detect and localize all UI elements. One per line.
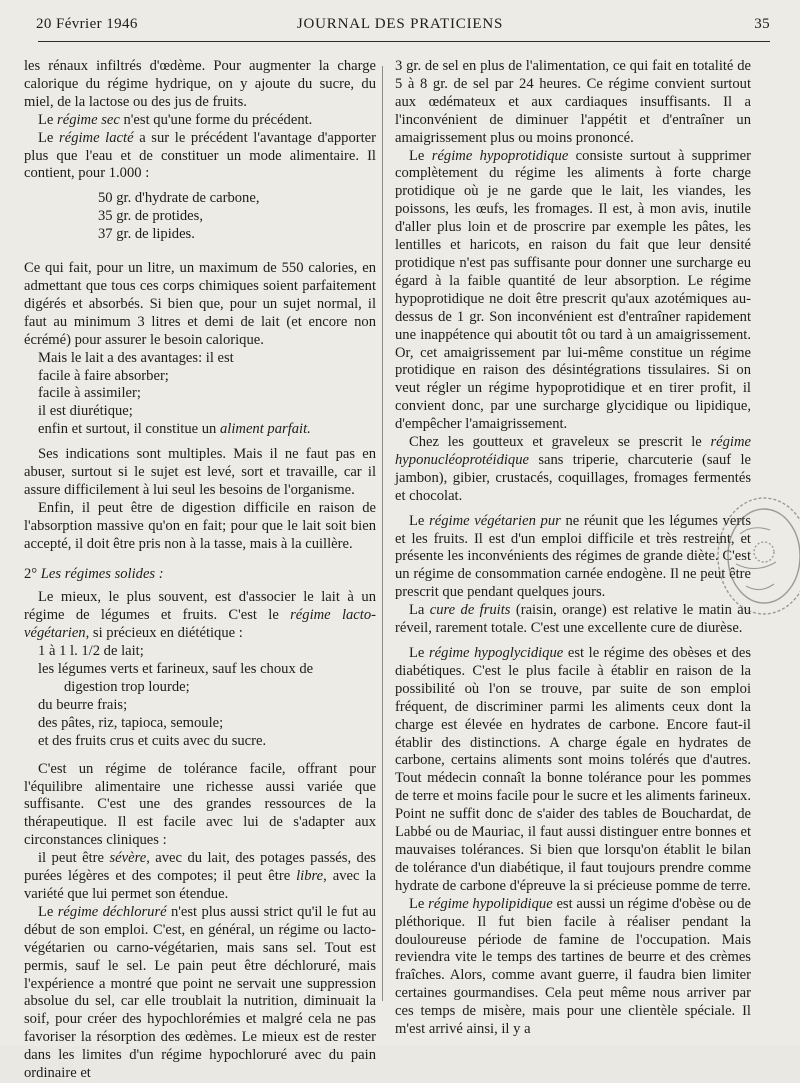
list-item: facile à faire absorber; bbox=[38, 367, 169, 384]
paragraph: Le mieux, le plus souvent, est d'associer le lait à un régime de légumes et fruits. C'est le régime lacto-végétarien, si précieux en diététique : bbox=[24, 589, 376, 642]
paragraph: Chez les goutteux et graveleux se prescrit le régime hyponucléoprotéidique sans triperie, charcuterie (sauf le jambon), gibier, crustacés, coquillages, fromages fermentés et chocolat. bbox=[395, 434, 751, 504]
column-divider bbox=[382, 66, 383, 1001]
composition-line: 37 gr. de lipides. bbox=[98, 226, 195, 243]
running-header bbox=[30, 14, 770, 38]
header-date: 20 Février 1946 bbox=[36, 16, 138, 32]
list-item: enfin et surtout, il constitue un aliment parfait. bbox=[38, 421, 311, 438]
section-heading: 2° Les régimes solides : bbox=[24, 565, 164, 582]
composition-line: 50 gr. d'hydrate de carbone, bbox=[98, 190, 260, 207]
paragraph: C'est un régime de tolérance facile, offrant pour l'équilibre alimentaire une richesse aussi variée que suffisante. C'est une des grandes ressources de la thérapeutique. Il est facile avec lui de s'adapter aux circonstances cliniques : bbox=[24, 760, 376, 849]
paragraph: Le régime déchloruré n'est plus aussi strict qu'il le fut au début de son emploi. C'est, en général, un régime ou lacto-végétarien ou carno-végétarien, mais sans sel. Tout est permis, sauf le sel. Le pain peut être déchloruré, mais l'expérience a montré que point ne servait une suppression absolue du sel, car elle troublait la nutrition, diminuait la soif, pour créer des hypochlorémies et malgré cela ne pas favoriser la résorption des œdèmes. Le mieux est de rester dans les limites d'un régime hypochloruré avec du pain ordinaire et bbox=[24, 903, 376, 1082]
list-item-continuation: digestion trop lourde; bbox=[64, 679, 190, 695]
paragraph: Mais le lait a des avantages: il est bbox=[38, 349, 234, 366]
paragraph: il peut être sévère, avec du lait, des potages passés, des purées légères et des compotes; il peut être libre, avec la variété que lui permet son étendue. bbox=[24, 850, 376, 902]
paragraph: Enfin, il peut être de digestion difficile en raison de l'absorption massive qu'on en fait; pour que le lait soit bien accepté, il doit être pris non à la tasse, mais à la cuillère. bbox=[24, 499, 376, 552]
list-item: il est diurétique; bbox=[38, 403, 133, 420]
paragraph: Ses indications sont multiples. Mais il ne faut pas en abuser, surtout si le sujet est levé, sort et travaille, car il assure difficilement à lui seul les besoins de l'organisme. bbox=[24, 446, 376, 498]
left-column bbox=[24, 58, 376, 1083]
paragraph: Le régime lacté a sur le précédent l'avantage d'apporter plus que l'eau et de constituer un mode alimentaire. Il contient, pour 1.000 : bbox=[24, 129, 376, 182]
paragraph: Le régime hypoglycidique est le régime des obèses et des diabétiques. C'est le plus facile à établir en raison de la possibilité où l'on se trouve, par suite de son emploi fréquent, de discriminer parmi les aliments ceux dont la charge est élevée en hydrates de carbone. Encore faut-il établir des distinctions. A charge égale en hydrates de carbone, certains aliments sont moins tolérés que d'autres. Tout médecin connaît la bonne tolérance pour les pommes de terre et moins facile pour le sucre et les aliments farineux. Point ne suffit donc de s'aider des tables de Bouchardat, de Labbé ou de Mauriac, il faut aussi distinguer entre bonnes et mauvaises tolérances. Si bien que lorsqu'on établit le bilan de tolérance d'un diabétique, il faut toujours prendre comme hydrate de carbone d'épreuve la si précieuse pomme de terre. bbox=[395, 645, 751, 894]
list-item: 1 à 1 l. 1/2 de lait; bbox=[38, 643, 144, 660]
library-stamp-icon bbox=[706, 494, 800, 624]
list-item: et des fruits crus et cuits avec du sucre. bbox=[38, 732, 267, 749]
header-page-number: 35 bbox=[754, 16, 770, 32]
paragraph: La cure de fruits (raisin, orange) est relative le matin au réveil, rarement totale. C'est une excellente cure de diurèse. bbox=[395, 602, 752, 637]
list-item: des pâtes, riz, tapioca, semoule; bbox=[38, 714, 224, 731]
paragraph: Le régime hypoprotidique consiste surtout à supprimer complètement du régime les aliments à forte charge protidique où je ne garde que le lait, les viandes, les poissons, les œufs, les fromages. Il est, à mon avis, inutile d'aller plus loin et de proscrire par exemple les pâtes, les lentilles et haricots, en raison du fait que leur densité protidique n'est pas suffisante pour donner une surcharge eu égard à la faible quantité de leur absorption. Le régime hypoprotidique ne doit être prescrit qu'aux azotémiques au-dessus de 1 gr. Son inconvénient est d'entraîner rapidement une inappétence qui aboutit tôt ou tard à un amaigrissement. Or, cet amaigrissement par lui-même constitue un régime protidique en raison des désintégrations tissulaires. Si on veut régler un régime hypoprotidique et en tirer profit, il convient donc, par une surcharge glycidique ou lipidique, d'empêcher l'amaigrissement. bbox=[395, 147, 751, 433]
list-item: du beurre frais; bbox=[38, 696, 128, 713]
header-rule bbox=[38, 41, 770, 42]
header-journal-title: JOURNAL DES PRATICIENS bbox=[296, 16, 504, 32]
paragraph: Le régime hypolipidique est aussi un régime d'obèse ou de pléthorique. Il fut bien facile à réaliser pendant la douloureuse période de famine de l'occupation. Mais reviendra vite le temps des tartines de beurre et des crèmes fraîches. Alors, comme avant guerre, il faudra bien limiter certaines gourmandises. Cela peut même nous arriver par ces temps de misère, mais pour une clientèle spéciale. Il m'est arrivé ainsi, il y a bbox=[395, 895, 751, 1038]
paragraph: Ce qui fait, pour un litre, un maximum de 550 calories, en admettant que tous ces corps chimiques soient parfaitement digérés et absorbés. Si bien que, pour un sujet normal, il faut au minimum 3 litres et demi de lait (et encore non écrémé) pour assurer le besoin calorique. bbox=[24, 260, 376, 348]
composition-line: 35 gr. de protides, bbox=[98, 208, 203, 225]
right-column bbox=[395, 58, 751, 1039]
paragraph: 3 gr. de sel en plus de l'alimentation, ce qui fait en totalité de 5 à 8 gr. de sel par 24 heures. Ce régime convient surtout aux œdémateux et aux cardiaques insuffisants. Il a l'inconvénient de diminuer l'appétit et d'entraîner un amaigrissement plus ou moins prononcé. bbox=[395, 58, 751, 146]
paragraph: Le régime sec n'est qu'une forme du précédent. bbox=[38, 111, 313, 128]
list-item: les légumes verts et farineux, sauf les choux de bbox=[38, 661, 314, 678]
paragraph: Le régime végétarien pur ne réunit que les légumes verts et les fruits. Il est d'un emploi difficile et très restreint, et présente les inconvénients des régimes de grande diète. C'est un régime de consommation carnée endogène. Il ne peut être prescrit que pendant quelques jours. bbox=[395, 512, 751, 601]
paragraph: les rénaux infiltrés d'œdème. Pour augmenter la charge calorique du régime hydrique, on y ajoute du sucre, du miel, de la lactose ou des jus de fruits. bbox=[24, 58, 376, 110]
list-item: facile à assimiler; bbox=[38, 385, 141, 402]
